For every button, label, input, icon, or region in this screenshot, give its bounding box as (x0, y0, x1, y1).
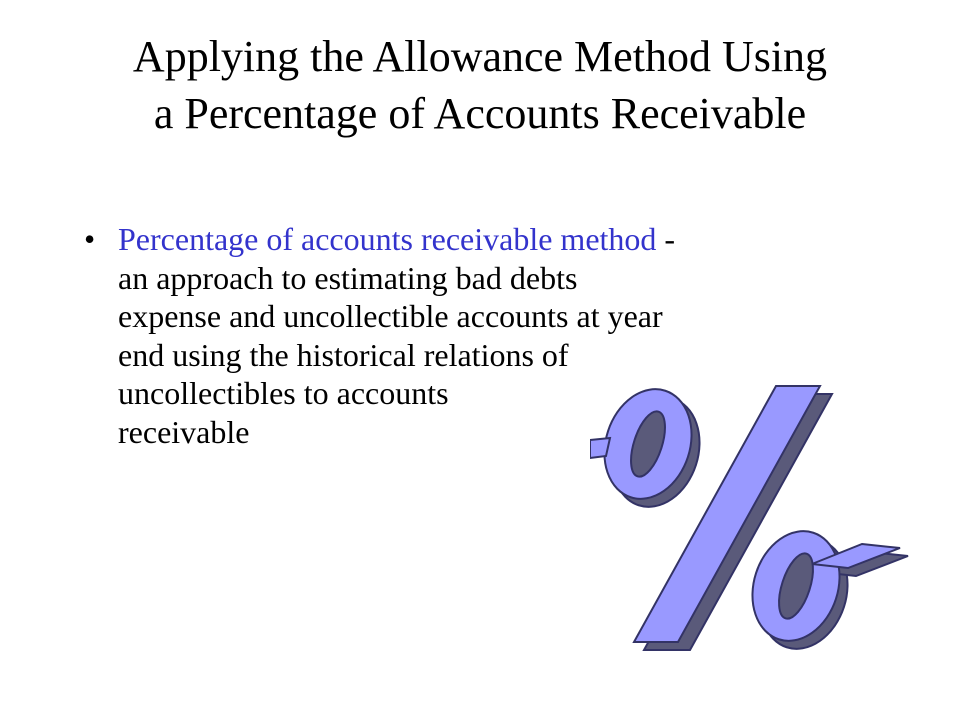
percent-sign-icon (590, 380, 920, 670)
definition-term: Percentage of accounts receivable method (118, 221, 657, 257)
definition-line-3: end using the historical relations of (118, 336, 569, 373)
term-line (84, 220, 884, 259)
term-separator: - (656, 221, 676, 257)
title-line-1: Applying the Allowance Method Using (132, 32, 828, 81)
title-line-2: a Percentage of Accounts Receivable (153, 89, 807, 138)
percent-main (590, 380, 900, 652)
definition-line-2: expense and uncollectible accounts at year (118, 298, 663, 334)
definition-line-1: an approach to estimating bad debts (118, 259, 578, 296)
slide-title (40, 28, 920, 142)
bullet-marker: • (84, 221, 96, 257)
definition-line-4: uncollectibles to accounts (118, 375, 449, 411)
definition-line-5: receivable (118, 413, 250, 450)
